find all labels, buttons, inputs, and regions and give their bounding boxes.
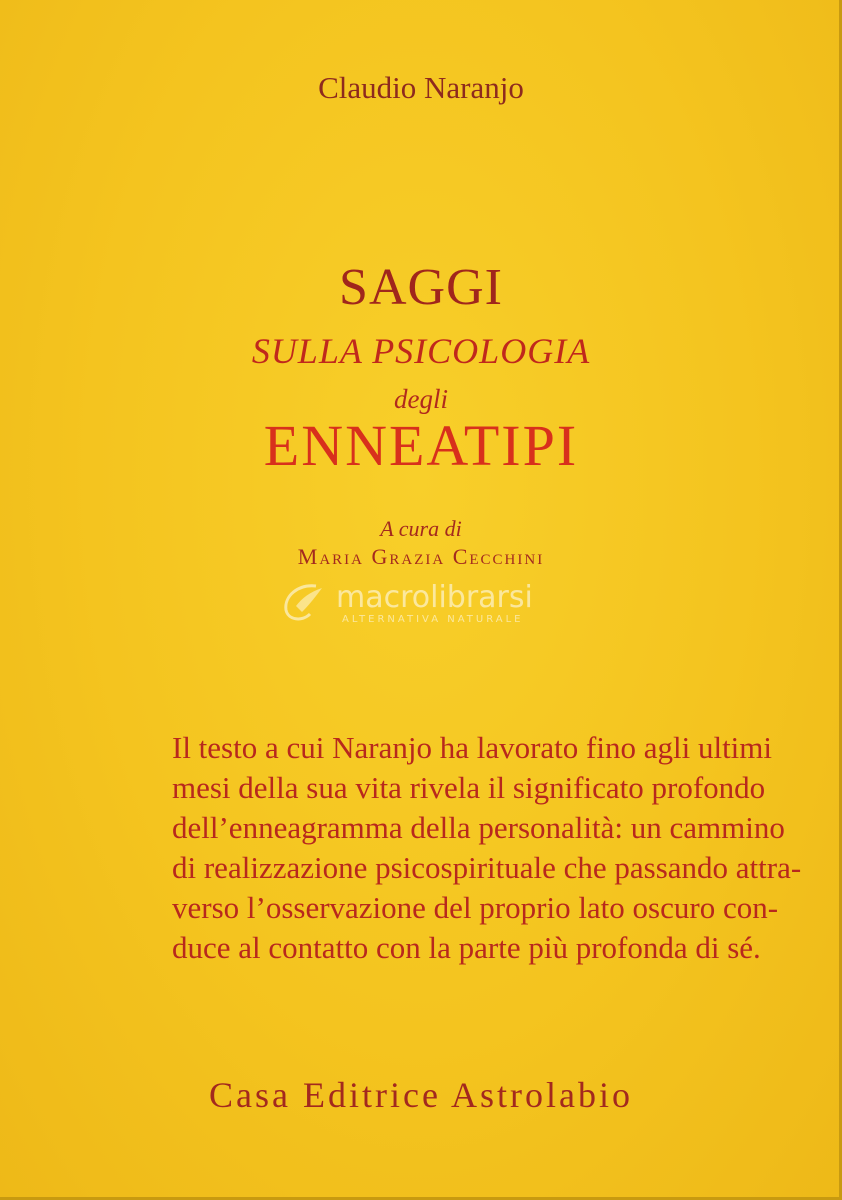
title-line-psicologia: SULLA PSICOLOGIA <box>251 331 591 371</box>
title-line-enneatipi: ENNEATIPI <box>263 413 579 478</box>
blurb-line: mesi della sua vita rivela il significato profondo <box>172 770 766 805</box>
title-line-degli: degli <box>394 384 448 414</box>
publisher-name: Casa Editrice Astrolabio <box>209 1075 633 1115</box>
blurb-line: Il testo a cui Naranjo ha lavorato fino agli ultimi <box>172 730 773 765</box>
title-line-saggi: SAGGI <box>339 259 503 316</box>
watermark <box>276 576 576 632</box>
watermark-name: macrolibrarsi <box>336 580 533 615</box>
blurb-text <box>172 728 802 968</box>
editor-name: Maria Grazia Cecchini <box>297 544 545 569</box>
leaf-logo-icon <box>276 580 332 624</box>
author-name: Claudio Naranjo <box>318 70 524 105</box>
blurb-line: di realizzazione psicospirituale che passando attra- <box>172 850 802 885</box>
blurb-line: dell’enneagramma della personalità: un cammino <box>172 810 785 845</box>
blurb-line: duce al contatto con la parte più profonda di sé. <box>172 930 761 965</box>
editor-label: A cura di <box>380 516 462 541</box>
blurb-line: verso l’osservazione del proprio lato oscuro con- <box>172 890 779 925</box>
watermark-tagline: ALTERNATIVA NATURALE <box>342 614 524 625</box>
